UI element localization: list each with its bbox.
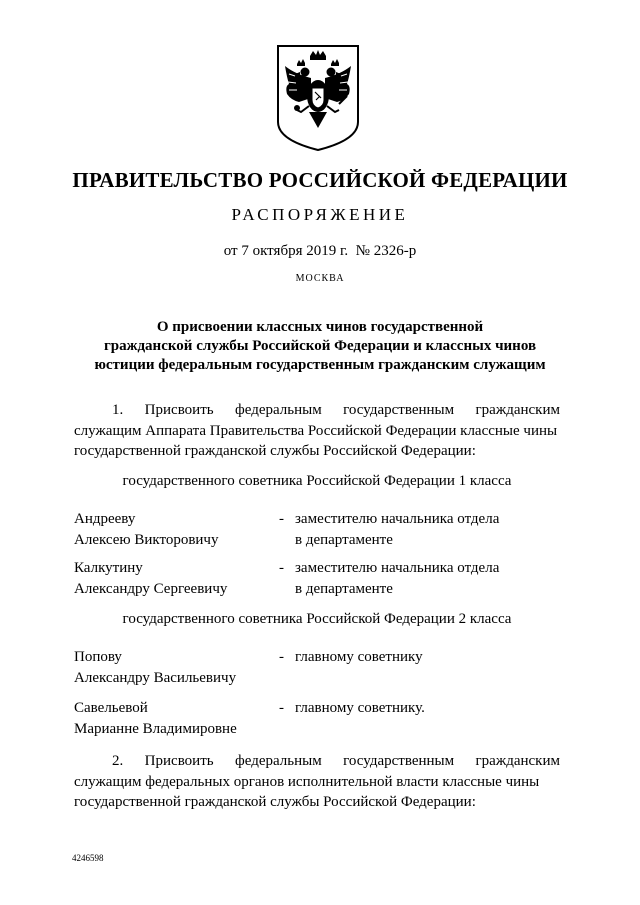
- person-surname: Попову: [74, 649, 122, 665]
- person-position: [295, 558, 555, 599]
- paragraph-line: 2. Присвоить федеральным государственным гражданским: [112, 753, 560, 769]
- person-given-name: Александру Сергеевичу: [74, 580, 228, 597]
- person-surname: Калкутину: [74, 560, 143, 576]
- paragraph-item-1: [74, 400, 560, 462]
- position-line: заместителю начальника отдела: [295, 560, 500, 576]
- rank-heading-class-1: государственного советника Российской Федерации 1 класса: [122, 473, 512, 489]
- person-given-name: Александру Васильевичу: [74, 669, 237, 686]
- paragraph-line: государственной гражданской службы Российской Федерации:: [74, 443, 476, 459]
- paragraph-line: 1. Присвоить федеральным государственным гражданским: [112, 402, 560, 418]
- separator-dash: -: [279, 560, 284, 576]
- document-date-number: от 7 октября 2019 г. № 2326-р: [223, 243, 417, 259]
- person-name: [74, 558, 274, 599]
- subject-line: О присвоении классных чинов государственной: [156, 319, 484, 335]
- subject-line: гражданской службы Российской Федерации и классных чинов: [103, 338, 537, 354]
- person-name: [74, 698, 274, 739]
- person-name: [74, 647, 274, 688]
- document-type: РАСПОРЯЖЕНИЕ: [231, 205, 409, 224]
- person-position: [295, 509, 555, 550]
- position-line: главному советнику.: [295, 700, 425, 716]
- paragraph-item-2: [74, 751, 560, 813]
- coat-of-arms-icon: [275, 44, 361, 152]
- person-given-name: Алексею Викторовичу: [74, 531, 219, 548]
- person-surname: Андрееву: [74, 511, 136, 527]
- person-given-name: Марианне Владимировне: [74, 720, 237, 737]
- person-position: [295, 647, 555, 668]
- position-line: в департаменте: [295, 531, 393, 548]
- position-line: в департаменте: [295, 580, 393, 597]
- rank-heading-class-2: государственного советника Российской Федерации 2 класса: [122, 611, 512, 627]
- position-line: заместителю начальника отдела: [295, 511, 500, 527]
- paragraph-line: служащим федеральных органов исполнительной власти классные чины: [74, 773, 540, 790]
- position-line: главному советнику: [295, 649, 423, 665]
- paragraph-line: служащим Аппарата Правительства Российской Федерации классные чины: [74, 422, 558, 439]
- subject-line: юстиции федеральным государственным гражданским служащим: [94, 357, 546, 373]
- person-position: [295, 698, 555, 719]
- paragraph-line: государственной гражданской службы Российской Федерации:: [74, 794, 476, 810]
- separator-dash: -: [279, 649, 284, 665]
- document-code: 4246598: [72, 853, 104, 863]
- person-surname: Савельевой: [74, 700, 148, 716]
- government-title: ПРАВИТЕЛЬСТВО РОССИЙСКОЙ ФЕДЕРАЦИИ: [72, 168, 568, 192]
- separator-dash: -: [279, 511, 284, 527]
- person-name: [74, 509, 274, 550]
- document-subject: [70, 318, 570, 375]
- document-city: МОСКВА: [295, 273, 345, 284]
- separator-dash: -: [279, 700, 284, 716]
